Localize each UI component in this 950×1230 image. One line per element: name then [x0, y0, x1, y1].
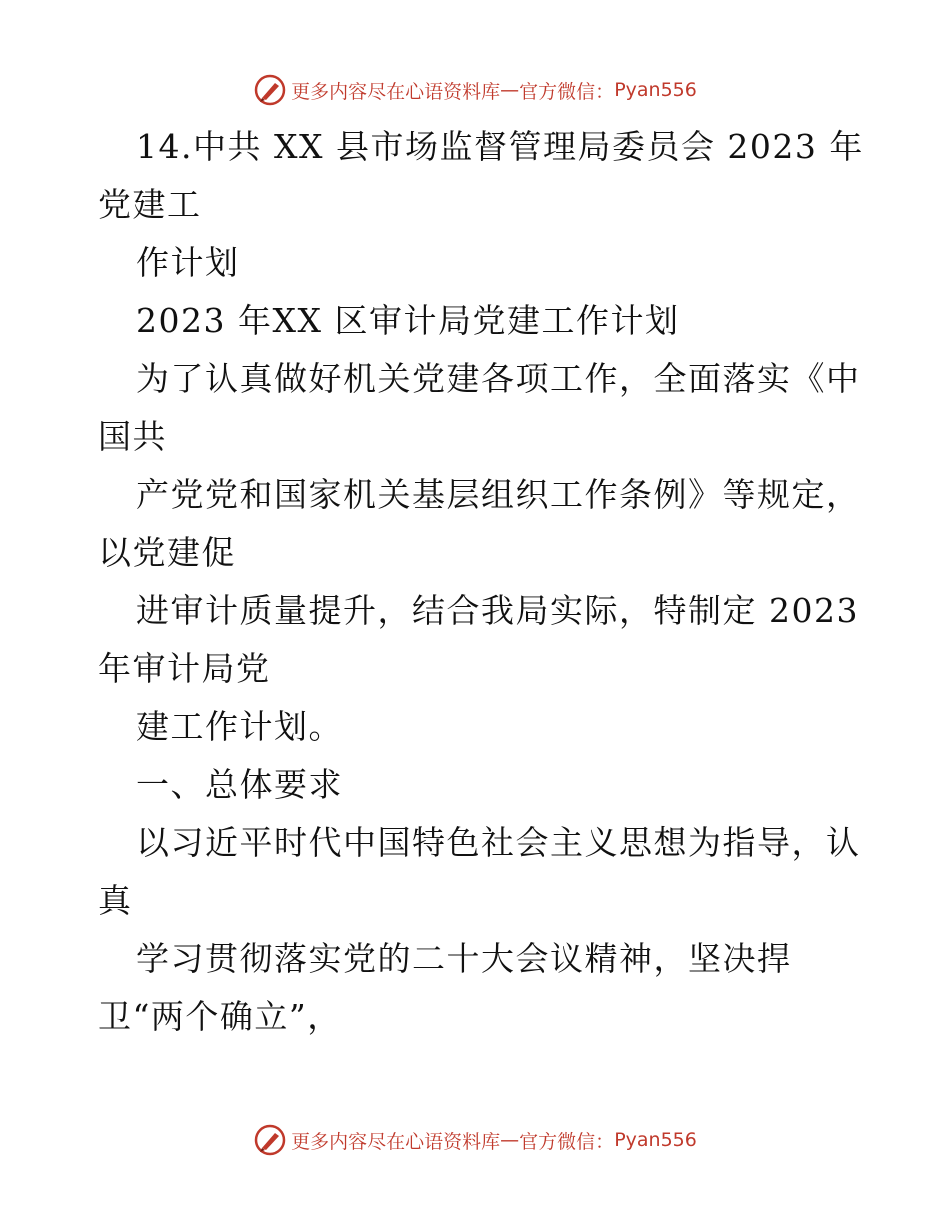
document-line: 年审计局党 — [98, 649, 271, 688]
document-line: 建工作计划。 — [136, 707, 343, 746]
document-line: 党建工 — [98, 185, 202, 224]
document-line: 为了认真做好机关党建各项工作，全面落实《中 — [136, 359, 861, 398]
watermark-text: 更多内容尽在心语资料库 — [291, 80, 501, 103]
document-line: 产党党和国家机关基层组织工作条例》等规定， — [136, 475, 861, 514]
watermark-wechat-id: Pyan556 — [614, 1129, 697, 1151]
document-line: 以党建促 — [98, 533, 236, 572]
watermark-wechat-label: 官方微信： — [519, 1130, 615, 1153]
watermark-separator: — — [500, 79, 520, 101]
watermark-wechat-label: 官方微信： — [519, 80, 615, 103]
watermark-text: 更多内容尽在心语资料库 — [291, 1130, 501, 1153]
document-line: 进审计质量提升，结合我局实际，特制定 2023 — [136, 591, 859, 630]
pen-logo-icon — [253, 1123, 287, 1157]
document-line: 真 — [98, 881, 133, 920]
watermark-banner-top — [0, 70, 950, 110]
document-line: 作计划 — [136, 243, 240, 282]
document-line: 卫“两个确立”， — [98, 997, 342, 1036]
document-line: 国共 — [98, 417, 167, 456]
document-line: 2023 年XX 区审计局党建工作计划 — [136, 301, 680, 340]
document-line: 14.中共 XX 县市场监督管理局委员会 2023 年 — [136, 127, 864, 166]
document-line: 学习贯彻落实党的二十大会议精神，坚决捍 — [136, 939, 792, 978]
document-line: 以习近平时代中国特色社会主义思想为指导，认 — [136, 823, 861, 862]
pen-logo-icon — [253, 73, 287, 107]
watermark-wechat-id: Pyan556 — [614, 79, 697, 101]
document-body — [98, 118, 864, 1046]
watermark-separator: — — [500, 1129, 520, 1151]
document-line: 一、总体要求 — [136, 765, 343, 804]
watermark-banner-bottom — [0, 1120, 950, 1160]
